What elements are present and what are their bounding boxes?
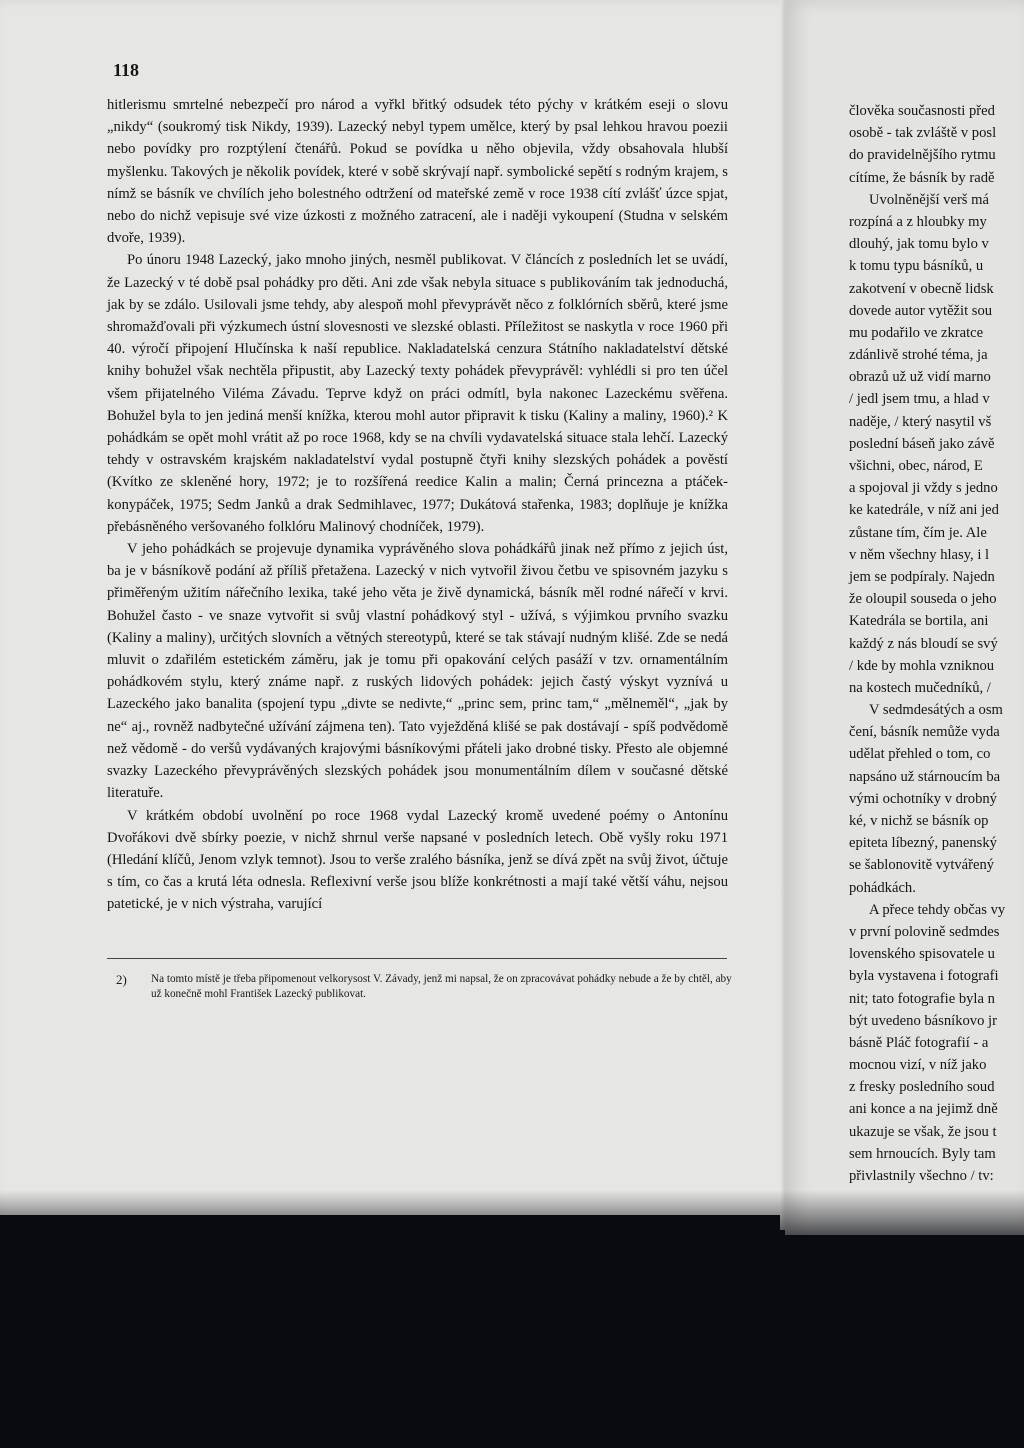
right-text-line: mocnou vizí, v níž jako: [849, 1057, 987, 1074]
right-text-line: zdánlivě strohé téma, ja: [849, 347, 988, 364]
paragraph: hitlerismu smrtelné nebezpečí pro národ a vyřkl břitký odsudek této pýchy v krátkém eseji o slovu „nikdy“ (soukromý tisk Nikdy, 1939). Lazecký nebyl typem umělce, který by psal lehkou hravou poezii nebo povídky pro rozptýlení čtenářů. Pokud se povídka u něho objevila, vždy obsahovala hlubší myšlenku. Takových je několik povídek, které v sobě skrývají např. symbolické sepětí s rodným krajem, s nímž se básník ve chvílích jeho bolestného odtržení od mateřské země v roce 1938 cítí zvlášť úzce spjat, nebo do nichž vepisuje své vize úzkosti z možného zatracení, ale i naději vykoupení (Studna v selském dvoře, 1939).: [107, 97, 728, 247]
right-text-line: a spojoval ji vždy s jedno: [849, 480, 998, 497]
footnote-number: 2): [116, 972, 127, 987]
right-text-line: dovede autor vytěžit sou: [849, 302, 993, 319]
right-text-line: z fresky posledního soud: [849, 1079, 995, 1096]
right-text-line: být uvedeno básníkovo jr: [849, 1012, 997, 1029]
right-text-line: na kostech mučedníků, /: [849, 679, 991, 696]
right-text-line: Uvolněnější verš má: [869, 191, 989, 208]
right-text-line: člověka současnosti před: [849, 103, 995, 119]
right-text-line: zakotvení v obecně lidsk: [849, 280, 994, 297]
right-text-line: lovenského spisovatele u: [849, 946, 995, 963]
paragraph: V jeho pohádkách se projevuje dynamika vyprávěného slova pohádkářů jinak než přímo z jejich úst, ba je v básníkově podání až příliš přetažena. Lazecký v nich vytvořil živou četbu ve spisovném jazyku s přiměřeným užitím nářečního lexika, také jeho věta je živě dynamická, básník měl rodné nářečí v krvi. Bohužel často - ve snaze vytvořit si svůj vlastní pohádkový styl - užívá, s výjimkou prvního svazku (Kaliny a maliny), určitých slovních a větných stereotypů, které se tak stávají nudným klišé. Zde se nedá mluvit o zdařilém estetickém záměru, jak je tomu při opakování celých pasáží v tzv. ornamentálním pohádkovém stylu, který známe např. z ruských lidových pohádek: jejich častý výskyt vyznívá u Lazeckého jako banalita (spojení typu „divte se nedivte,“ „princ sem, princ tam,“ „mělneměl“, „jak by ne“ aj., rovněž nadbytečné užívání zájmena ten). Tato vyježděná klišé se pak dostávají - spíš podvědomě než vědomě - do veršů vydávaných krajovými básníkovými přáteli jako drobné tisky. Přesto ale objemné svazky Lazeckého převyprávěných slezských pohádek jsou monumentálním dílem v současné dětské literatuře.: [107, 541, 728, 802]
right-text-line: A přece tehdy občas vy: [869, 901, 1006, 918]
paragraph: V krátkém období uvolnění po roce 1968 vydal Lazecký kromě uvedené poémy o Antonínu Dvořákovi dvě sbírky poezie, v nichž shrnul verše napsané v posledních letech. Obě vyšly roku 1971 (Hledání klíčů, Jenom vzlyk temnot). Jsou to verše zralého básníka, jenž se dívá zpět na svůj život, účtuje s tím, co čas a krutá léta odnesla. Reflexivní verše jsou blíže konkrétnosti a mají také větší váhu, nejsou patetické, je v nich výstraha, varující: [107, 807, 728, 913]
right-text-line: ke katedrále, v níž ani jed: [849, 502, 999, 519]
main-text: [107, 94, 728, 916]
background-edge: [0, 1190, 1024, 1250]
right-text-line: rozpíná a z hloubky my: [849, 213, 987, 230]
right-text-line: se šablonovitě vytvářený: [849, 857, 995, 874]
right-page-text: [849, 100, 1024, 1187]
right-text-line: epiteta líbezný, panenský: [849, 835, 997, 852]
right-text-line: vými ochotníky v drobný: [849, 790, 997, 807]
right-text-line: přivlastnily všechno / tv:: [849, 1168, 994, 1184]
right-text-line: pohádkách.: [849, 879, 916, 896]
right-text-line: ké, v nichž se básník op: [849, 813, 989, 829]
right-text-line: osobě - tak zvláště v posl: [849, 125, 997, 142]
right-text-line: mu podařilo ve zkratce: [849, 324, 984, 341]
right-text-line: ani konce a na jejimž dně: [849, 1101, 998, 1118]
right-text-line: jem se podpíraly. Najedn: [849, 568, 995, 585]
footnote-divider: [107, 958, 727, 959]
right-text-line: k tomu typu básníků, u: [849, 258, 984, 275]
right-text-line: byla vystavena i fotografi: [849, 968, 999, 985]
right-text-line: do pravidelnějšího rytmu: [849, 147, 996, 164]
right-text-line: zůstane tím, čím je. Ale: [849, 524, 987, 541]
right-text-line: / jedl jsem tmu, a hlad v: [849, 391, 990, 408]
right-text-line: čení, básník nemůže vyda: [849, 724, 1000, 741]
page-number: 118: [113, 60, 140, 80]
right-text-line: v první polovině sedmdes: [849, 923, 1000, 940]
right-text-line: ukazuje se však, že jsou t: [849, 1123, 997, 1140]
right-text-line: sem hrnoucích. Byly tam: [849, 1145, 996, 1162]
right-text-line: nit; tato fotografie byla n: [849, 990, 995, 1007]
footnote: [107, 972, 732, 1002]
right-text-line: V sedmdesátých a osm: [869, 702, 1003, 719]
right-text-line: / kde by mohla vzniknou: [849, 657, 995, 674]
right-text-line: cítíme, že básník by radě: [849, 169, 995, 186]
right-text-line: naděje, / který nasytil vš: [849, 413, 992, 430]
right-text-line: Katedrála se bortila, ani: [849, 613, 989, 630]
footnote-text: Na tomto místě je třeba připomenout velkorysost V. Závady, jenž mi napsal, že on zpracovávat pohádky nebude a že by chtěl, aby už konečně mohl František Lazecký publikovat.: [151, 973, 732, 1000]
right-text-line: napsáno už stárnoucím ba: [849, 768, 1001, 785]
right-text-line: že oloupil souseda o jeho: [849, 591, 997, 608]
right-text-line: udělat přehled o tom, co: [849, 746, 991, 763]
paragraph: Po únoru 1948 Lazecký, jako mnoho jiných, nesměl publikovat. V článcích z posledních let se uvádí, že Lazecký v té době psal pohádky pro děti. Ani zde však nebyla situace s publikováním tak jednoduchá, jak by se zdálo. Usilovali jsme tehdy, aby alespoň mohl převyprávět něco z folklórních sběrů, které jsme shromažďovali při výzkumech ústní slovesnosti ve slezské oblasti. Příležitost se naskytla v roce 1960 při 40. výročí připojení Hlučínska k naší republice. Nakladatelská cenzura Státního nakladatelství dětské knihy bohužel však nechtěla připustit, aby Lazecký texty pohádek převyprávěl: vyhlédli si pro ten účel všem přijatelného Viléma Závadu. Teprve když on práci odmítl, byla nakonec Lazeckému svěřena. Bohužel byla to jen jediná menší knížka, kterou mohl autor připravit k tisku (Kaliny a maliny, 1960).² K pohádkám se opět mohl vrátit až po roce 1968, kdy se na chvíli vydavatelská situace stala lehčí. Lazecký tehdy v ostravském krajském nakladatelství vydal postupně čtyři knihy slezských pohádek a pověstí (Kvítko ze skleněné hory, 1972; je to rozšířená reedice Kalin a malin; Černá princezna a ptáček-konypáček, 1975; Sedm Janků a drak Sedmihlavec, 1977; Dukátová stařenka, 1983; doplňuje je knížka přebásněného veršovaného folklóru Malinový chodníček, 1979).: [107, 252, 728, 535]
right-text-line: básně Pláč fotografií - a: [849, 1034, 989, 1051]
right-text-line: každý z nás bloudí se svý: [849, 635, 998, 652]
right-text-line: obrazů už už vidí marno: [849, 369, 991, 386]
right-text-line: dlouhý, jak tomu bylo v: [849, 236, 989, 253]
right-text-line: všichni, obec, národ, E: [849, 458, 983, 474]
right-text-line: v něm všechny hlasy, i l: [849, 546, 990, 563]
right-text-line: poslední báseň jako závě: [849, 435, 995, 452]
